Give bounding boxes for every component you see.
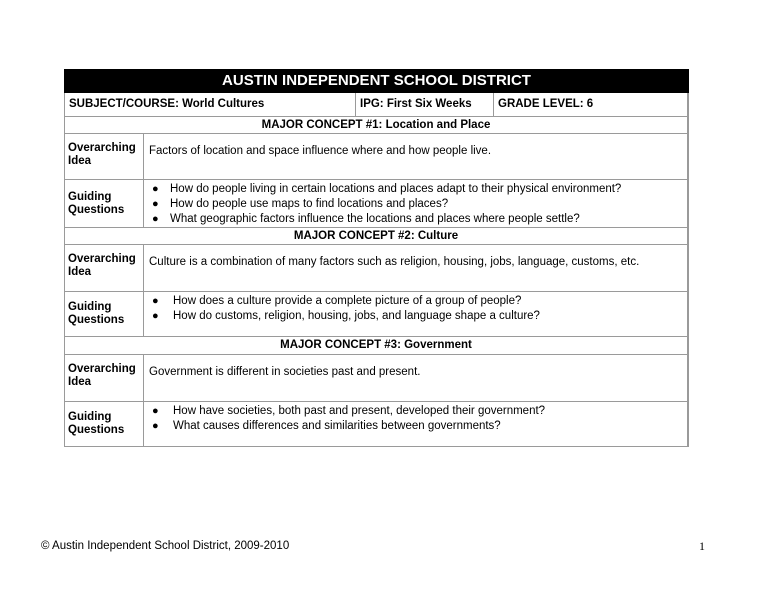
concept-1-questions — [144, 180, 687, 228]
label-line: Idea — [68, 155, 92, 167]
question-list — [149, 182, 687, 227]
concept-3-idea: Government is different in societies past and present. — [149, 366, 421, 378]
concept-3-idea-row — [64, 355, 689, 402]
overarching-idea-label — [65, 245, 144, 291]
question-text: How have societies, both past and present, developed their government? — [173, 405, 546, 417]
concept-3-header: MAJOR CONCEPT #3: Government — [64, 337, 689, 355]
concept-2-questions-row — [64, 292, 689, 337]
bullet-icon: ● — [152, 295, 159, 307]
guiding-questions-label — [65, 292, 144, 336]
question-text: How do customs, religion, housing, jobs, and language shape a culture? — [173, 310, 540, 322]
page-number: 1 — [699, 539, 705, 553]
question-item — [149, 294, 687, 309]
question-text: How do people living in certain locations and places adapt to their physical environment? — [170, 183, 622, 195]
concept-2-idea-row — [64, 245, 689, 292]
question-list — [149, 404, 687, 434]
label-line: Overarching — [68, 142, 136, 154]
bullet-icon: ● — [152, 183, 159, 195]
question-text: What geographic factors influence the locations and places where people settle? — [170, 213, 580, 225]
bullet-icon: ● — [152, 310, 159, 322]
bullet-icon: ● — [152, 198, 159, 210]
label-line: Guiding — [68, 411, 112, 423]
question-text: How do people use maps to find locations and places? — [170, 198, 449, 210]
label-line: Guiding — [68, 191, 112, 203]
district-title: AUSTIN INDEPENDENT SCHOOL DISTRICT — [64, 69, 689, 93]
bullet-icon: ● — [152, 213, 159, 225]
ipg-period: IPG: First Six Weeks — [356, 93, 494, 116]
grade-level: GRADE LEVEL: 6 — [498, 98, 594, 110]
concept-3-questions — [144, 402, 687, 446]
label-line: Questions — [68, 204, 125, 216]
bullet-icon: ● — [152, 420, 159, 432]
course-info-row — [64, 93, 689, 117]
question-text: What causes differences and similarities between governments? — [173, 420, 501, 432]
bullet-icon: ● — [152, 405, 159, 417]
concept-3-questions-row — [64, 402, 689, 447]
label-line: Guiding — [68, 301, 112, 313]
concept-2-idea: Culture is a combination of many factors such as religion, housing, jobs, language, customs, etc. — [149, 256, 640, 268]
label-line: Overarching — [68, 253, 136, 265]
question-item — [149, 197, 687, 212]
concept-1-idea-row — [64, 134, 689, 180]
subject-course: SUBJECT/COURSE: World Cultures — [65, 93, 356, 116]
guiding-questions-label — [65, 180, 144, 228]
overarching-idea-label — [65, 355, 144, 401]
label-line: Questions — [68, 424, 125, 436]
copyright-footer: © Austin Independent School District, 2009-2010 — [41, 540, 290, 552]
question-item — [149, 182, 687, 197]
label-line: Idea — [68, 376, 92, 388]
question-item — [149, 212, 687, 227]
concept-2-questions — [144, 292, 687, 336]
label-line: Questions — [68, 314, 125, 326]
concept-1-idea: Factors of location and space influence where and how people live. — [149, 145, 492, 157]
concept-1-questions-row — [64, 180, 689, 228]
question-item — [149, 309, 687, 324]
question-item — [149, 419, 687, 434]
question-list — [149, 294, 687, 324]
guiding-questions-label — [65, 402, 144, 446]
label-line: Idea — [68, 266, 92, 278]
question-text: How does a culture provide a complete picture of a group of people? — [173, 295, 522, 307]
concept-2-header: MAJOR CONCEPT #2: Culture — [64, 227, 689, 245]
label-line: Overarching — [68, 363, 136, 375]
concept-1-header: MAJOR CONCEPT #1: Location and Place — [64, 117, 689, 134]
overarching-idea-label — [65, 134, 144, 179]
question-item — [149, 404, 687, 419]
